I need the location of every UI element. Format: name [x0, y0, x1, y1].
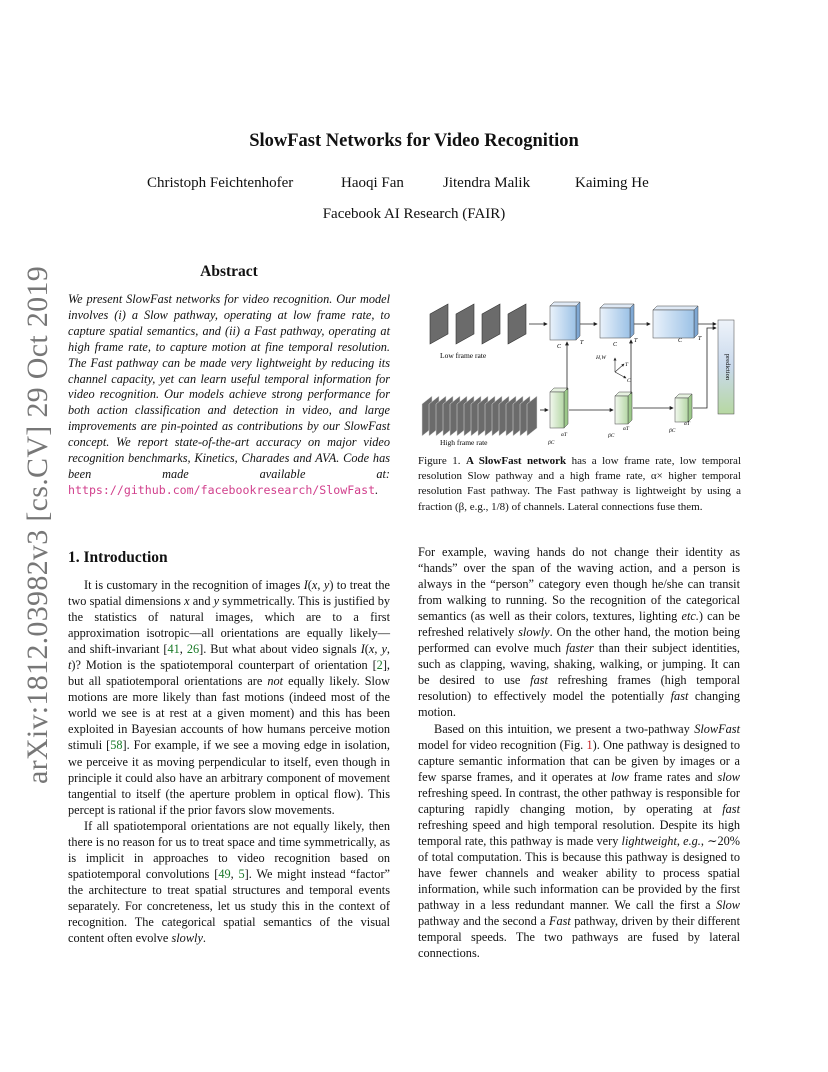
- fast-block-1: [550, 388, 568, 428]
- slow-block-3: [653, 306, 698, 338]
- arxiv-id: arXiv:1812.03982v3 [cs.CV] 29 Oct 2019: [21, 265, 54, 785]
- paper-title: SlowFast Networks for Video Recognition: [249, 131, 579, 151]
- hw-label: H,W: [596, 355, 606, 361]
- paragraph: If all spatiotemporal orientations are not equally likely, then there is no reason for us to treat space and time symmetrically, as is implicit in approaches to video recognition based on spatiotemporal convolutions [49, 5]. We might instead “factor” the architecture to treat spatial structures and temporal events separately. For concreteness, let us study this in the context of recognition. The categorical spatial semantics of the visual content often evolve slowly.: [68, 818, 391, 946]
- fast-block-3: [675, 394, 692, 422]
- caption-label: Figure 1.: [418, 455, 461, 467]
- paragraph: It is customary in the recognition of images I(x, y) to treat the two spatial dimensions x and y symmetrically. This is justified by the statistics of natural images, which are to a first approximation isotropic—all orientations are equally likely—and shift-invariant [41, 26]. But what about video signals I(x, y, t)? Motion is the spatiotemporal counterpart of orientation [2], but all spatiotemporal orientations are not equally likely. Slow motions are more likely than fast motions (indeed most of the world we see is at rest at a given moment) and this has been exploited in Bayesian accounts of how humans perceive motion stimuli [58]. For example, if we see a moving edge in isolation, we perceive it as moving perpendicular to itself, even though in principle it could also have an arbitrary component of movement tangential to itself (the aperture problem in optical flow). This percept is rational if the prior favors slow movements.: [68, 578, 391, 817]
- c-axis-label: C: [627, 378, 631, 384]
- bc-label: βC: [608, 433, 615, 439]
- caption-text: has a low frame rate, low temporal resolution Slow pathway and a high frame rate, α× higher temporal resolution Fast pathway. The Fast pathway is lightweight by using a fraction (β, e.g., 1/8) of channels. Lateral connections fuse them.: [418, 455, 741, 513]
- high-frame-rate-label: High frame rate: [440, 438, 488, 447]
- code-link[interactable]: https://github.com/facebookresearch/SlowFast: [68, 482, 376, 497]
- slow-frames: [430, 304, 526, 344]
- abstract-end: .: [375, 482, 379, 497]
- author-1: Christoph Feichtenhofer: [147, 175, 294, 191]
- at-label: αT: [623, 426, 629, 432]
- slow-block-2: [600, 304, 634, 338]
- caption-bold: A SlowFast network: [465, 455, 567, 467]
- abstract-body: [68, 292, 390, 499]
- prediction-label: prediction: [724, 353, 731, 381]
- slow-frame: [456, 304, 474, 344]
- t-label: T: [580, 340, 584, 346]
- at-label: αT: [684, 421, 690, 427]
- author-2: Haoqi Fan: [341, 175, 404, 191]
- bc-label: βC: [669, 428, 676, 434]
- c-label: C: [678, 338, 683, 344]
- slow-frame: [430, 304, 448, 344]
- abstract-heading: Abstract: [200, 263, 258, 280]
- low-frame-rate-label: Low frame rate: [440, 351, 487, 360]
- abstract-text: We present SlowFast networks for video recognition. Our model involves (i) a Slow pathway, operating at low frame rate, to capture spatial semantics, and (ii) a Fast pathway, operating at high frame rate, to capture motion at fine temporal resolution. The Fast pathway can be made very lightweight by reducing its channel capacity, yet can learn useful temporal information for video recognition. Our models achieve strong performance for both action classification and detection in video, and large improvements are pin-pointed as contributions by our SlowFast concept. We report state-of-the-art accuracy on major video recognition benchmarks, Kinetics, Charades and AVA. Code has been made available at:: [68, 292, 390, 481]
- t-label: T: [634, 338, 638, 344]
- slow-block-1: [550, 302, 580, 340]
- c-label: C: [557, 344, 562, 350]
- fast-block-2: [615, 392, 632, 424]
- bc-label: βC: [548, 440, 555, 446]
- left-column-body: [68, 577, 390, 946]
- fast-frames: [422, 396, 537, 436]
- at-label: αT: [561, 432, 567, 438]
- slowfast-diagram: [420, 292, 740, 452]
- author-4: Kaiming He: [575, 175, 649, 191]
- figure-caption: [418, 454, 741, 515]
- arrow: [693, 328, 716, 408]
- section-heading: 1. Introduction: [68, 549, 168, 566]
- paragraph: For example, waving hands do not change their identity as “hands” over the span of the waving action, and a person is always in the “person” category even though he/she can transit from walking to running. So the recognition of the categorical semantics (as well as their colors, textures, lighting etc.) can be refreshed relatively slowly. On the other hand, the motion being performed can evolve much faster than their subject identities, such as clapping, waving, shaking, walking, or jumping. It can be desired to use fast refreshing frames (high temporal resolution) to effectively model the potentially fast changing motion.: [418, 545, 741, 720]
- slow-frame: [508, 304, 526, 344]
- t-label: T: [698, 336, 702, 342]
- c-label: C: [613, 342, 618, 348]
- axes-icon: [615, 358, 626, 378]
- author-3: Jitendra Malik: [443, 175, 531, 191]
- right-column-body: [418, 544, 740, 961]
- t-axis-label: T: [625, 362, 629, 368]
- paragraph: Based on this intuition, we present a two-pathway SlowFast model for video recognition (Fig. 1). One pathway is designed to capture semantic information that can be given by images or a few sparse frames, and it operates at low frame rates and slow refreshing speed. In contrast, the other pathway is responsible for capturing rapidly changing motion, by operating at fast refreshing speed and high temporal resolution. Despite its high temporal rate, this pathway is made very lightweight, e.g., ∼20% of total computation. This is because this pathway is designed to have fewer channels and weaker ability to process spatial information, while such information can be provided by the first pathway in a less redundant manner. We call the first a Slow pathway and the second a Fast pathway, driven by their different temporal speeds. The two pathways are fused by lateral connections.: [418, 721, 740, 961]
- slow-frame: [482, 304, 500, 344]
- affiliation: Facebook AI Research (FAIR): [322, 206, 506, 222]
- arxiv-sidebar: [18, 265, 58, 785]
